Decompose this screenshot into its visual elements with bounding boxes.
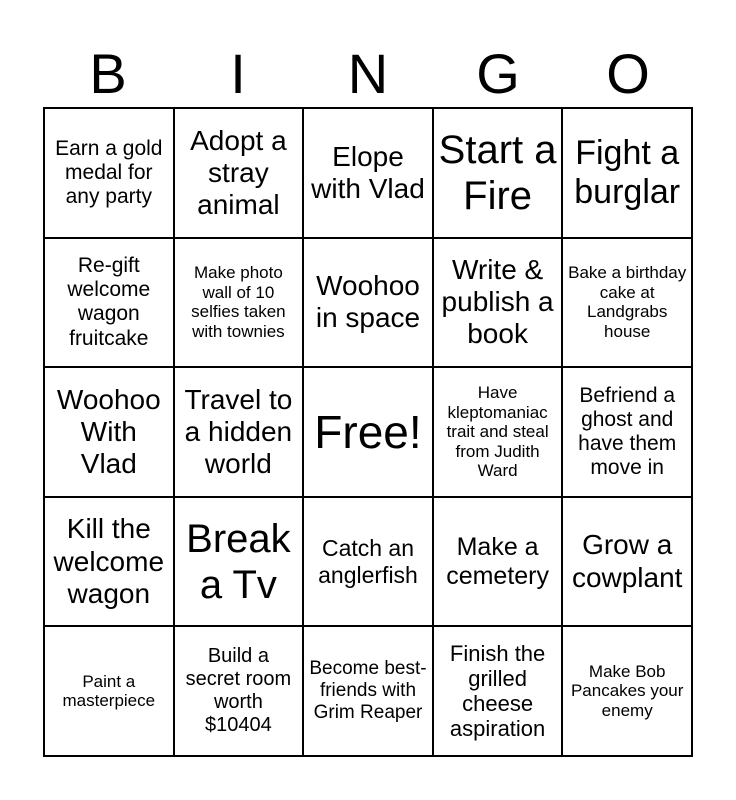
bingo-cell[interactable] [174, 367, 304, 497]
bingo-cell[interactable] [433, 238, 563, 368]
cell-text: Elope with Vlad [311, 140, 425, 204]
cell-text: Paint a masterpiece [62, 671, 156, 711]
bingo-cell-free[interactable] [303, 367, 433, 497]
bingo-cell[interactable] [433, 497, 563, 627]
bingo-cell[interactable] [174, 497, 304, 627]
bingo-cell[interactable] [562, 367, 692, 497]
cell-text: Earn a gold medal for any party [55, 136, 163, 208]
bingo-cell[interactable] [433, 626, 563, 756]
bingo-cell[interactable] [174, 108, 304, 238]
cell-text: Break a Tv [186, 516, 291, 607]
bingo-cell[interactable] [44, 367, 174, 497]
cell-text: Woohoo With Vlad [56, 383, 161, 480]
header-letter-g: G [476, 42, 520, 105]
cell-text: Grow a cowplant [571, 529, 683, 593]
bingo-cell[interactable] [174, 238, 304, 368]
bingo-cell[interactable] [44, 238, 174, 368]
header-letter-o: O [606, 42, 650, 105]
cell-text: Have kleptomaniac trait and steal from Judith Ward [446, 383, 549, 481]
cell-text: Fight a burglar [574, 133, 681, 211]
cell-text: Make photo wall of 10 selfies taken with townies [191, 263, 286, 341]
cell-text: Finish the grilled cheese aspiration [449, 640, 546, 742]
bingo-header [43, 42, 693, 106]
bingo-cell[interactable] [303, 497, 433, 627]
cell-text: Befriend a ghost and have them move in [578, 383, 677, 480]
cell-text: Make Bob Pancakes your enemy [570, 661, 684, 720]
bingo-cell[interactable] [44, 108, 174, 238]
bingo-cell[interactable] [303, 238, 433, 368]
bingo-cell[interactable] [303, 108, 433, 238]
cell-text: Woohoo in space [315, 270, 421, 334]
bingo-cell[interactable] [562, 108, 692, 238]
cell-text: Re-gift welcome wagon fruitcake [67, 254, 151, 350]
cell-text: Build a secret room worth $10404 [185, 645, 292, 737]
header-letter-n: N [347, 42, 389, 105]
cell-text: Start a Fire [438, 127, 557, 218]
cell-text: Kill the welcome wagon [53, 513, 165, 609]
bingo-cell[interactable] [303, 626, 433, 756]
bingo-cell[interactable] [562, 238, 692, 368]
bingo-cell[interactable] [433, 367, 563, 497]
cell-text: Bake a birthday cake at Landgrabs house [568, 263, 687, 341]
bingo-cell[interactable] [44, 497, 174, 627]
cell-text: Adopt a stray animal [190, 124, 287, 220]
cell-text: Write & publish a book [441, 254, 554, 350]
bingo-cell[interactable] [174, 626, 304, 756]
cell-text: Travel to a hidden world [184, 383, 293, 480]
header-letter-i: I [230, 42, 246, 105]
cell-text: Make a cemetery [446, 532, 549, 590]
bingo-cell[interactable] [562, 497, 692, 627]
bingo-grid [43, 107, 693, 757]
cell-text: Become best-friends with Grim Reaper [309, 658, 427, 724]
bingo-cell[interactable] [44, 626, 174, 756]
free-space-label: Free! [314, 405, 422, 458]
header-letter-b: B [89, 42, 127, 105]
bingo-cell[interactable] [433, 108, 563, 238]
bingo-cell[interactable] [562, 626, 692, 756]
cell-text: Catch an anglerfish [318, 535, 418, 588]
